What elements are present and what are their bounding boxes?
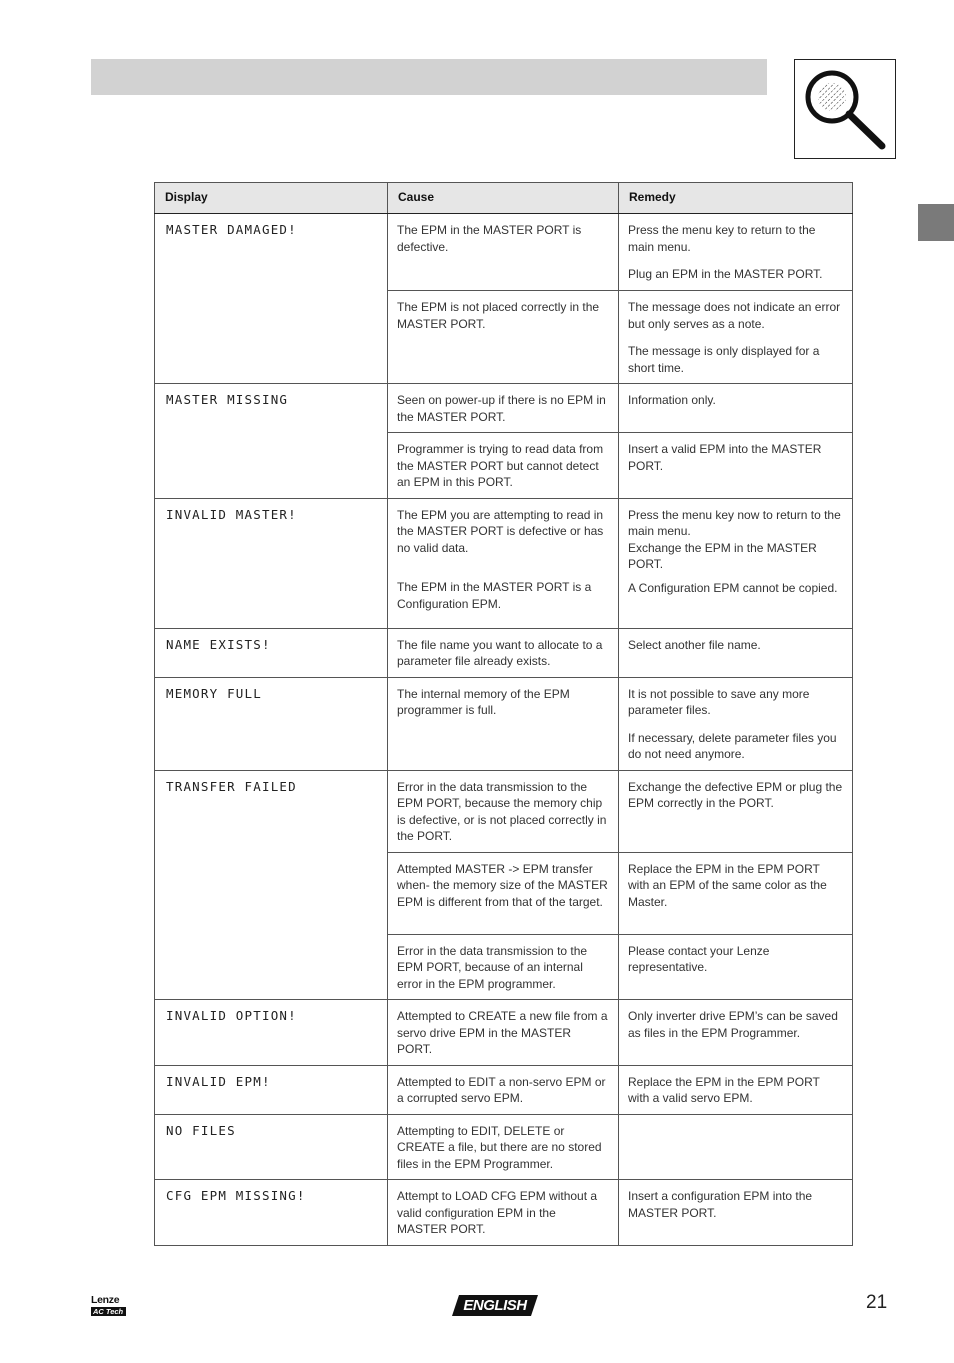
table-row [155,1000,853,1066]
remedy-cell: Replace the EPM in the EPM PORT with a valid servo EPM. [619,1065,853,1114]
cause-cell: Programmer is trying to read data from the MASTER PORT but cannot detect an EPM in this PORT. [388,433,619,499]
remedy-cell: Exchange the defective EPM or plug the EPM correctly in the PORT. [619,770,853,852]
display-message: INVALID EPM! [155,1065,388,1114]
table-row [155,1065,853,1114]
header-display: Display [155,183,388,214]
table-row [155,677,853,770]
display-message: INVALID MASTER! [155,498,388,628]
cause-cell: Attempted to CREATE a new file from a servo drive EPM in the MASTER PORT. [388,1000,619,1066]
display-message: TRANSFER FAILED [155,770,388,1000]
table-row [155,1180,853,1246]
header-remedy: Remedy [619,183,853,214]
remedy-cell: Insert a configuration EPM into the MASTER PORT. [619,1180,853,1246]
table-row [155,384,853,433]
display-message: CFG EPM MISSING! [155,1180,388,1246]
display-message: MASTER MISSING [155,384,388,499]
cause-cell: The EPM is not placed correctly in the MASTER PORT. [388,291,619,384]
page-number: 21 [866,1292,888,1313]
remedy-cell: The message does not indicate an error but only serves as a note. The message is only displayed for a short time. [619,291,853,384]
display-message: MASTER DAMAGED! [155,214,388,384]
table-row [155,498,853,628]
remedy-cell: Press the menu key now to return to the main menu. Exchange the EPM in the MASTER PORT. A Configuration EPM cannot be copied. [619,498,853,628]
display-message: INVALID OPTION! [155,1000,388,1066]
cause-cell: Attempt to LOAD CFG EPM without a valid configuration EPM in the MASTER PORT. [388,1180,619,1246]
magnifier-icon-box [794,59,896,159]
table-row [155,1114,853,1180]
remedy-cell: Replace the EPM in the EPM PORT with an EPM of the same color as the Master. [619,852,853,934]
display-message: NAME EXISTS! [155,628,388,677]
table-row [155,214,853,291]
cause-cell: Attempted to EDIT a non-servo EPM or a corrupted servo EPM. [388,1065,619,1114]
logo-subbrand: AC Tech [91,1307,126,1316]
cause-cell: Error in the data transmission to the EPM PORT, because the memory chip is defective, or is not placed correctly in the PORT. [388,770,619,852]
cause-cell: Attempted MASTER -> EPM transfer when- the memory size of the MASTER EPM is different from that of the target. [388,852,619,934]
error-table [154,182,853,1246]
remedy-cell: Only inverter drive EPM’s can be saved as files in the EPM Programmer. [619,1000,853,1066]
table-row [155,628,853,677]
language-label: ENGLISH [463,1297,527,1314]
remedy-cell: Press the menu key to return to the main menu. Plug an EPM in the MASTER PORT. [619,214,853,291]
header-bar [91,59,767,95]
header-cause: Cause [388,183,619,214]
display-message: MEMORY FULL [155,677,388,770]
display-message: NO FILES [155,1114,388,1180]
cause-cell: The EPM you are attempting to read in the MASTER PORT is defective or has no valid data. The EPM in the MASTER PORT is a Configuration EPM. [388,498,619,628]
table-row [155,770,853,852]
remedy-cell: It is not possible to save any more parameter files. If necessary, delete parameter files you do not need anymore. [619,677,853,770]
logo-wordmark: Lenze [91,1294,120,1306]
cause-cell: The internal memory of the EPM programmer is full. [388,677,619,770]
cause-cell: Error in the data transmission to the EPM PORT, because of an internal error in the EPM programmer. [388,934,619,1000]
table-header-row [155,183,853,214]
language-badge [452,1295,538,1316]
remedy-cell: Insert a valid EPM into the MASTER PORT. [619,433,853,499]
remedy-cell: Select another file name. [619,628,853,677]
lenze-logo [91,1295,127,1317]
cause-cell: Attempting to EDIT, DELETE or CREATE a file, but there are no stored files in the EPM Programmer. [388,1114,619,1180]
cause-cell: The EPM in the MASTER PORT is defective. [388,214,619,291]
cause-cell: Seen on power-up if there is no EPM in the MASTER PORT. [388,384,619,433]
side-tab [918,204,954,241]
remedy-cell: Information only. [619,384,853,433]
cause-cell: The file name you want to allocate to a parameter file already exists. [388,628,619,677]
remedy-cell [619,1114,853,1180]
magnifier-icon [795,60,895,158]
remedy-cell: Please contact your Lenze representative. [619,934,853,1000]
